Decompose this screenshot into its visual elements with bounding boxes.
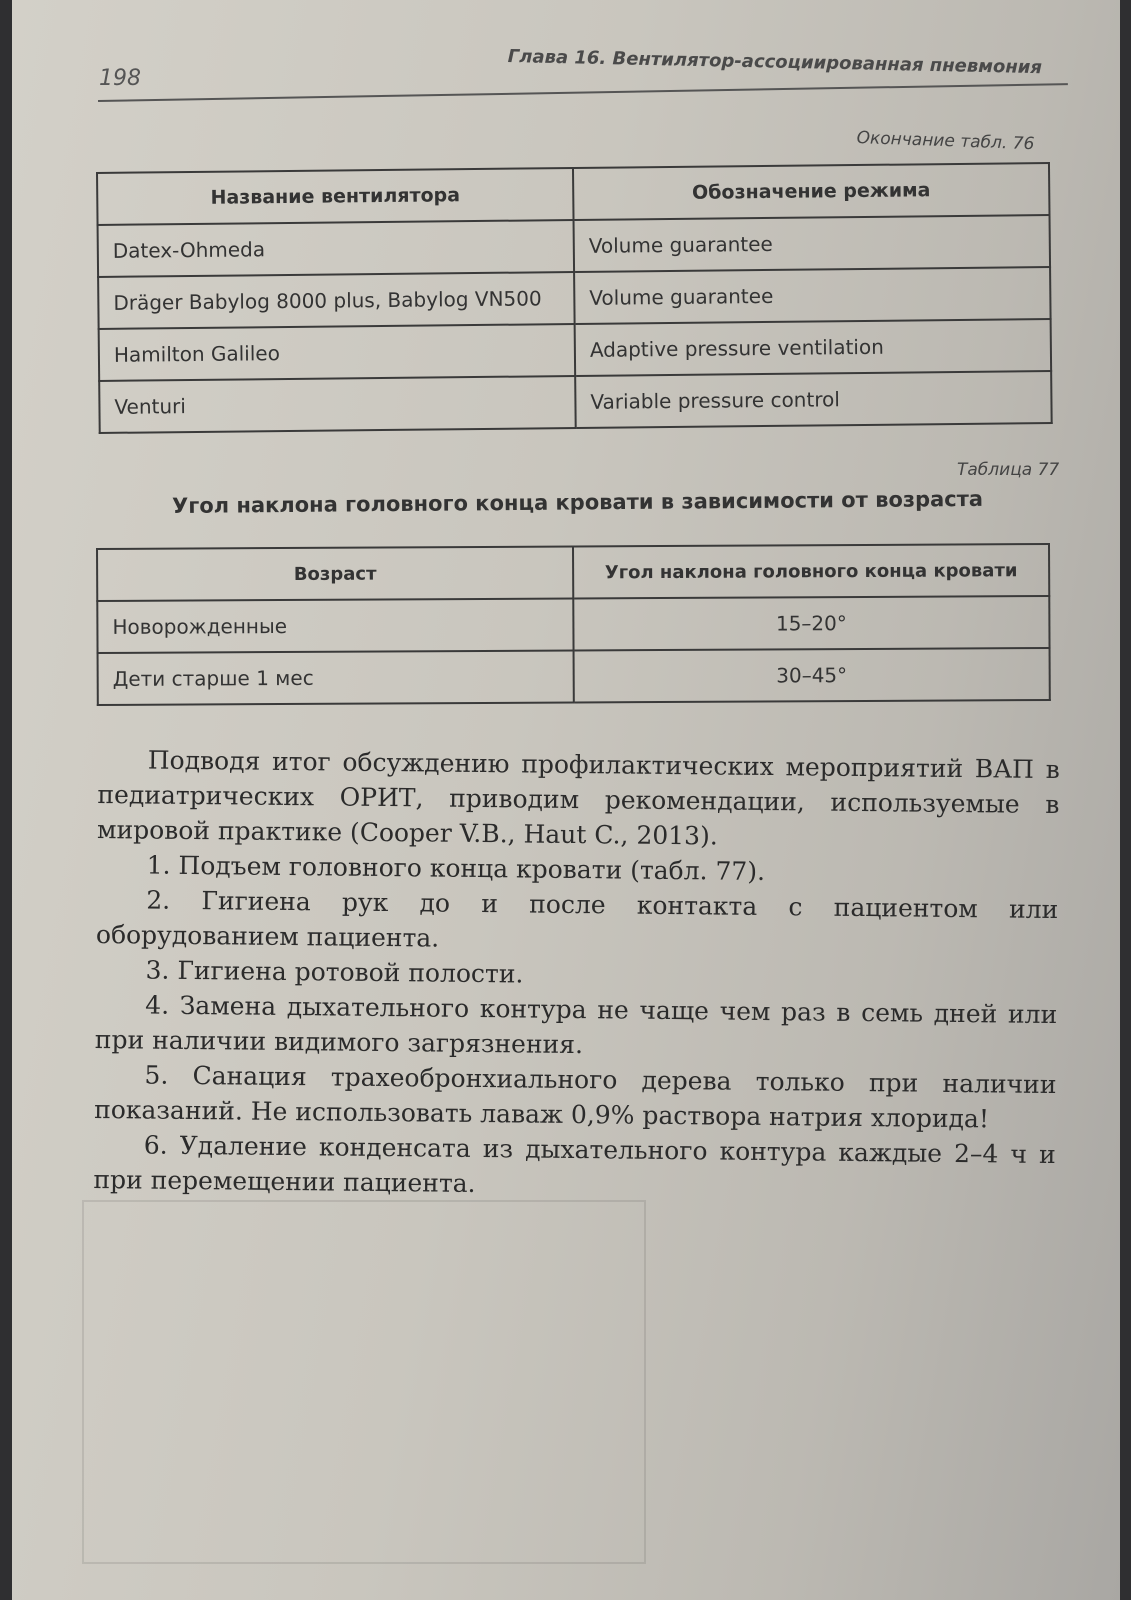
- list-item: 6. Удаление конденсата из дыхательного контура каждые 2–4 ч и при перемещении пациента.: [93, 1130, 1056, 1198]
- mode-cell: Adaptive pressure ventilation: [575, 319, 1052, 376]
- table76-continuation-label: Окончание табл. 76: [856, 128, 1035, 155]
- header-rule: [98, 83, 1068, 102]
- list-item: 1. Подъем головного конца кровати (табл. 77).: [146, 850, 766, 886]
- ventilator-name-cell: Dräger Babylog 8000 plus, Babylog VN500: [98, 272, 575, 329]
- table77-title: Угол наклона головного конца кровати в зависимости от возраста: [172, 486, 984, 518]
- mode-cell: Volume guarantee: [574, 215, 1051, 272]
- bleed-through-shadow: [82, 1200, 646, 1564]
- column-header: Возраст: [97, 547, 573, 601]
- ventilator-modes-table: [96, 162, 1053, 434]
- list-item: 3. Гигиена ротовой полости.: [145, 955, 524, 989]
- table-row: [99, 371, 1051, 433]
- table-header-row: [97, 544, 1049, 601]
- mode-cell: Variable pressure control: [575, 371, 1052, 428]
- list-item: 4. Замена дыхательного контура не чаще чем раз в семь дней или при наличии видимого загрязнения.: [94, 990, 1058, 1060]
- body-text: [93, 742, 1060, 1207]
- angle-cell: 15–20°: [573, 596, 1049, 650]
- angle-cell: 30–45°: [574, 648, 1050, 702]
- list-item: 5. Санация трахеобронхиального дерева только при наличии показаний. Не использовать лаваж 0,9% раствора натрия хлорида!: [93, 1060, 1057, 1134]
- ventilator-name-cell: Datex-Ohmeda: [98, 220, 575, 277]
- bed-angle-table: [96, 543, 1051, 706]
- column-header: Название вентилятора: [97, 168, 574, 225]
- table-row: [98, 648, 1050, 705]
- table-row: [97, 596, 1049, 653]
- list-item: 2. Гигиена рук до и после контакта с пациентом или оборудованием пациента.: [95, 885, 1059, 953]
- column-header: Угол наклона головного конца кровати: [573, 544, 1049, 598]
- book-page: [12, 0, 1120, 1600]
- ventilator-name-cell: Venturi: [99, 376, 576, 433]
- table77-label: Таблица 77: [957, 460, 1060, 480]
- age-cell: Дети старше 1 мес: [98, 651, 574, 705]
- intro-paragraph: Подводя итог обсуждению профилактических мероприятий ВАП в педиатрических ОРИТ, приводим рекомендации, используемые в мировой практике (Cooper V.B., Haut C., 2013).: [96, 745, 1060, 851]
- ventilator-name-cell: Hamilton Galileo: [99, 324, 576, 381]
- age-cell: Новорожденные: [97, 599, 573, 653]
- column-header: Обозначение режима: [573, 163, 1050, 220]
- running-title: Глава 16. Вентилятор-ассоциированная пневмония: [507, 46, 1043, 79]
- page-number: 198: [99, 66, 141, 91]
- mode-cell: Volume guarantee: [574, 267, 1051, 324]
